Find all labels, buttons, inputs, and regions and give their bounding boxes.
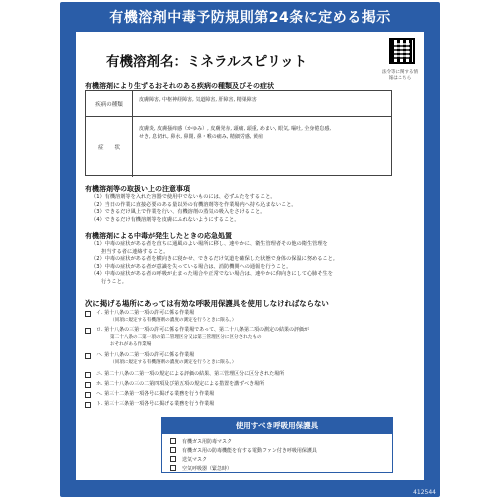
checkbox[interactable]	[170, 438, 176, 444]
table-body-cell	[139, 125, 387, 141]
checkbox[interactable]	[85, 382, 91, 388]
product-code: 412544	[413, 489, 436, 496]
table-head-cell: 症 状	[86, 117, 133, 177]
disease-table	[85, 90, 392, 176]
respirator-title-text: 使用すべき呼吸用保護具	[235, 420, 319, 430]
checklist-subtext: （同項に規定する有機溶剤の濃度の測定を行うときに限る。）	[110, 318, 237, 323]
handling-list	[91, 194, 297, 224]
table-row	[86, 117, 391, 177]
respirator-item-text: 送気マスク	[182, 457, 208, 463]
section-disease-title: 有機溶剤により生ずるおそれのある疾病の種類及びその症状	[85, 82, 274, 90]
checklist-text: ホ. 第二十八条の三の二第四項及び第五項の規定による措置を講ずべき場所	[96, 381, 265, 387]
respirator-item-text: 空気呼吸器（緊急時）	[182, 466, 233, 472]
list-item: （2）中毒の症状がある者を横向きに寝かせ、できるだけ気道を確保した状態で身体の保温に努めること。	[91, 256, 338, 262]
checkbox[interactable]	[85, 392, 91, 398]
checklist-text: ヘ. 第三十二条第一項各号に掲げる業務を行う作業場	[96, 391, 215, 397]
sign-header	[60, 2, 440, 32]
checkbox[interactable]	[170, 465, 176, 471]
respirator-box	[161, 433, 393, 473]
checkbox[interactable]	[85, 328, 91, 334]
checklist-text: ロ. 第十八条の三第一項の許可に係る作業場であって、第二十八条第二項の測定の結果の評価が	[96, 327, 310, 333]
sign-title: 有機溶剤中毒予防規則第24条に定める掲示	[109, 10, 391, 26]
checkbox[interactable]	[85, 372, 91, 378]
checklist-subtext: 第二十八条の二第一項の第二管理区分又は第三管理区分に区分されたもの	[110, 335, 262, 340]
table-line: せき, 息切れ, 鼻水, 鼻閉, 鼻・喉の痛み, 精細労感, 黄疸	[139, 134, 264, 140]
table-row	[86, 91, 391, 117]
list-item: （3）中毒の症状がある者が意識を失っている場合は、消防機関への通報を行うこと。	[91, 263, 292, 270]
table-line: 皮膚障害, 中枢神経障害, 気道障害, 肝障害, 精巣障害	[139, 97, 257, 103]
qr-code-icon[interactable]	[389, 38, 415, 64]
checklist-subtext: おそれがある作業場	[110, 342, 152, 347]
section-handling-title: 有機溶剤等の取扱い上の注意事項	[85, 185, 190, 193]
list-item: 担当する者に連絡すること。	[101, 248, 169, 255]
checklist-text: ハ. 第十八条の二第一項の許可に係る作業場	[96, 352, 195, 358]
checkbox[interactable]	[85, 402, 91, 408]
checkbox[interactable]	[170, 447, 176, 453]
content-panel	[76, 32, 424, 480]
list-item: （1）中毒の症状がある者を直ちに通風のよい場所に移し、速やかに、衛生管理者その他の衛生管理を	[91, 241, 328, 247]
checklist-text: ニ. 第二十八条の二第一項の規定による評価の結果、第三管理区分に区分された場所	[96, 371, 285, 377]
checkbox[interactable]	[85, 311, 91, 317]
firstaid-list	[91, 241, 338, 286]
signboard	[60, 2, 440, 497]
section-firstaid-title: 有機溶剤による中毒が発生したときの応急処置	[85, 232, 232, 240]
respirator-box-title	[161, 417, 393, 433]
table-body-cell	[139, 96, 387, 104]
list-item: 行うこと。	[101, 278, 127, 285]
qr-note: 法令等に関する情報はこちら	[382, 70, 418, 81]
checkbox[interactable]	[170, 456, 176, 462]
list-item: （4）できるだけ有機溶剤等を皮膚にふれないようにすること。	[91, 216, 240, 223]
respirator-item-text: 有機ガス用防毒マスク	[182, 439, 233, 445]
list-item: （2）当日の作業に直接必要のある量以外の有機溶剤等を作業場内へ持ち込まないこと。	[91, 201, 297, 208]
list-item: （1）有機溶剤等を入れた容器で使用中でないものには、必ずふたをすること。	[91, 194, 276, 200]
checklist-text: ト. 第三十三条第一項各号に掲げる業務を行う作業場	[96, 401, 215, 407]
table-line: 皮膚炎, 皮膚掻痒感（かゆみ）, 皮膚発赤, 頭痛, 頭重, めまい, 眼気, 嘔吐, 全身倦怠感,	[139, 126, 332, 132]
checklist-text: イ. 第十八条の二第一項の許可に係る作業場	[96, 310, 195, 316]
table-head-cell: 疾病の種類	[86, 91, 133, 116]
checklist-subtext: （同項に規定する有機溶剤の濃度の測定を行うときに限る。）	[110, 360, 237, 365]
solvent-name: 有機溶剤名：ミネラルスピリット	[106, 54, 308, 70]
respirator-item-text: 有機ガス用の防毒機能を有する電動ファン付き呼吸用保護具	[182, 448, 317, 454]
list-item: （3）できるだけ風上で作業を行い、有機溶剤の蒸気の吸入をさけること。	[91, 209, 266, 215]
checkbox[interactable]	[85, 353, 91, 359]
list-item: （4）中毒の症状がある者の呼吸が止まった場合や正常でない場合は、速やかに仰向きにして心肺そ生を	[91, 271, 333, 277]
section-respirator-required-title: 次に掲げる場所にあっては有効な呼吸用保護具を使用しなければならない	[85, 299, 329, 308]
